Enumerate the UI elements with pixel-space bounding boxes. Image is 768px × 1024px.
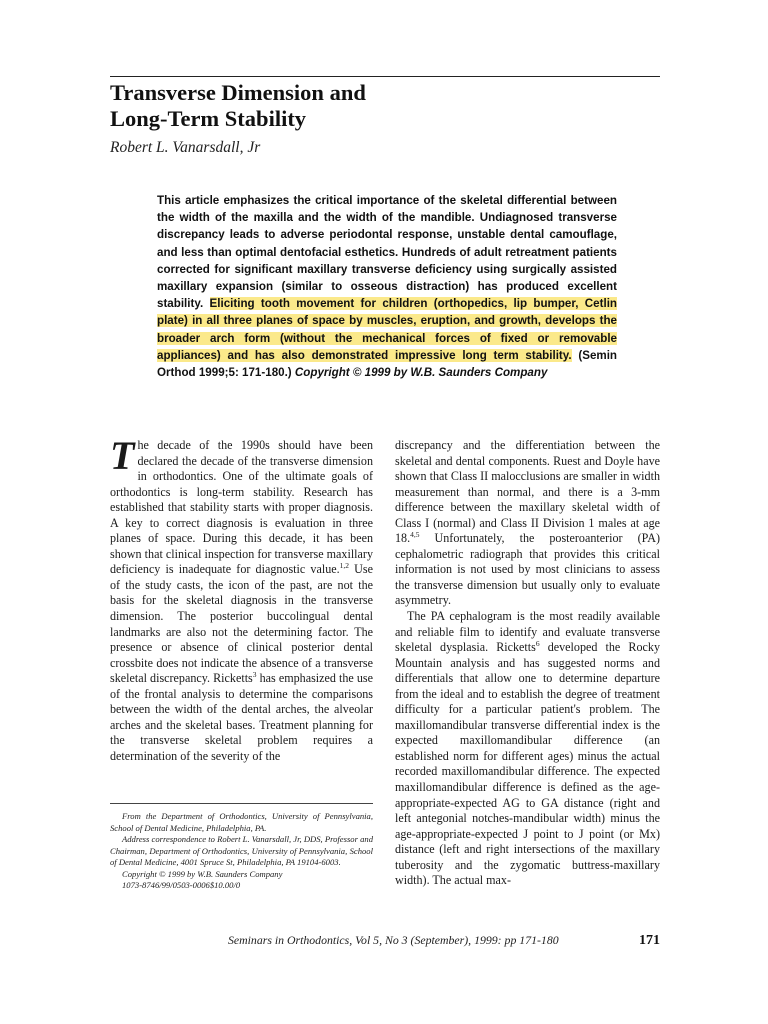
body-paragraph	[395, 438, 660, 609]
body-paragraph	[110, 433, 374, 764]
title-line-2: Long-Term Stability	[110, 106, 307, 131]
abstract-highlighted-text: Eliciting tooth movement for children (orthopedics, lip bumper, Cetlin plate) in all three planes of space by muscles, eruption, and growth, develops the broader arch form (without the mechanical forces of fixed or removable appliances) and has also demonstrated impressive long term stability.	[157, 297, 617, 362]
body-text: discrepancy and the differentiation between the skeletal and dental components. Ruest and Doyle have shown that Class II malocclusions are smaller in width measurement than normal, and there is a 3-mm difference between the maxillary skeletal width of Class I (normal) and Class II Division 1 males at age 18.	[395, 438, 660, 546]
body-text: has emphasized the use of the frontal analysis to determine the comparisons between the width of the dental arches, the alveolar arches and the skeletal bases. Treatment planning for the transverse skeletal problem requires a determination of the severity of the	[110, 671, 374, 763]
footnote-copyright: Copyright © 1999 by W.B. Saunders Company	[122, 868, 283, 879]
journal-reference: Seminars in Orthodontics, Vol 5, No 3 (September), 1999: pp 171-180	[228, 933, 559, 947]
body-paragraph	[395, 609, 660, 889]
footnote-affiliation: From the Department of Orthodontics, University of Pennsylvania, School of Dental Medicine, Philadelphia, PA.	[110, 811, 373, 833]
article-title	[110, 80, 650, 132]
running-footer	[110, 933, 660, 949]
author-name: Robert L. Vanarsdall, Jr	[110, 139, 261, 156]
footnotes	[110, 811, 373, 892]
citation-superscript: 1,2	[339, 561, 350, 571]
body-column-left	[110, 433, 374, 764]
body-text: The PA cephalogram is the most readily available and reliable film to identify and evaluate transverse skeletal dysplasia. Ricketts	[395, 609, 660, 655]
abstract-citation: (Semin Orthod 1999;5: 171-180.)	[157, 348, 617, 380]
body-text: Unfortunately, the posteroanterior (PA) cephalometric radiograph that provides this critical information is not used by most clinicians to assess the transverse dimension but usually only to evaluate asymmetry.	[395, 531, 660, 608]
body-text: Use of the study casts, the icon of the past, are not the basis for the skeletal diagnosis in the transverse dimension. The posterior buccolingual dental landmarks are also not the determining factor. The presence or absence of clinical posterior dental crossbite does not indicate the absence of a transverse skeletal discrepancy. Ricketts	[110, 562, 373, 686]
page-number: 171	[639, 933, 660, 948]
abstract	[157, 192, 617, 381]
citation-superscript: 6	[535, 639, 540, 649]
citation-superscript: 4,5	[410, 530, 420, 540]
abstract-text: This article emphasizes the critical importance of the skeletal differential between the width of the maxilla and the width of the mandible. Undiagnosed transverse discrepancy leads to adverse periodontal response, unstable dental camouflage, and less than optimal dentofacial esthetics. Hundreds of adult retreatment patients corrected for significant maxillary transverse deficiency using surgically assisted maxillary expansion (similar to osseous distraction) has produced excellent stability.	[157, 194, 617, 311]
body-text: he decade of the 1990s should have been declared the decade of the transverse dimension in orthodontics. One of the ultimate goals of orthodontics is long-term stability. Research has established that stability starts with proper diagnosis. A key to correct diagnosis is evaluation in three planes of space. During this decade, it has been shown that clinical inspection for transverse maxillary deficiency is inadequate for diagnostic value.	[110, 438, 373, 577]
footnote-rule	[110, 803, 373, 804]
title-line-1: Transverse Dimension and	[110, 80, 366, 105]
abstract-copyright: Copyright © 1999 by W.B. Saunders Company	[294, 366, 548, 380]
footnote-issn: 1073-8746/99/0503-0006$10.00/0	[122, 880, 241, 890]
citation-superscript: 3	[252, 670, 257, 680]
body-text: developed the Rocky Mountain analysis and has suggested norms and differentials that allow one to determine departure from the ideal and to establish the degree of treatment difficulty for a particular patient's problem. The maxillomandibular transverse differential index is the expected maxillomandibular difference (an established norm for different ages) minus the actual recorded maxillomandibular difference. The expected maxillomandibular difference is defined as the age-appropriate-expected AG to GA distance (right and left antegonial notches-mandibular width) minus the age-appropriate-expected J point to J point (or Mx) distance (left and right intersections of the maxillary tuberosity and the zygomatic buttress-maxillary width). The actual max-	[395, 640, 660, 888]
drop-cap: T	[110, 433, 135, 478]
top-rule	[110, 76, 660, 77]
body-column-right	[395, 438, 660, 889]
footnote-correspondence: Address correspondence to Robert L. Vanarsdall, Jr, DDS, Professor and Chairman, Department of Orthodontics, University of Pennsylvania, School of Dental Medicine, 4001 Spruce St, Philadelphia, PA 19104-6003.	[110, 834, 373, 867]
